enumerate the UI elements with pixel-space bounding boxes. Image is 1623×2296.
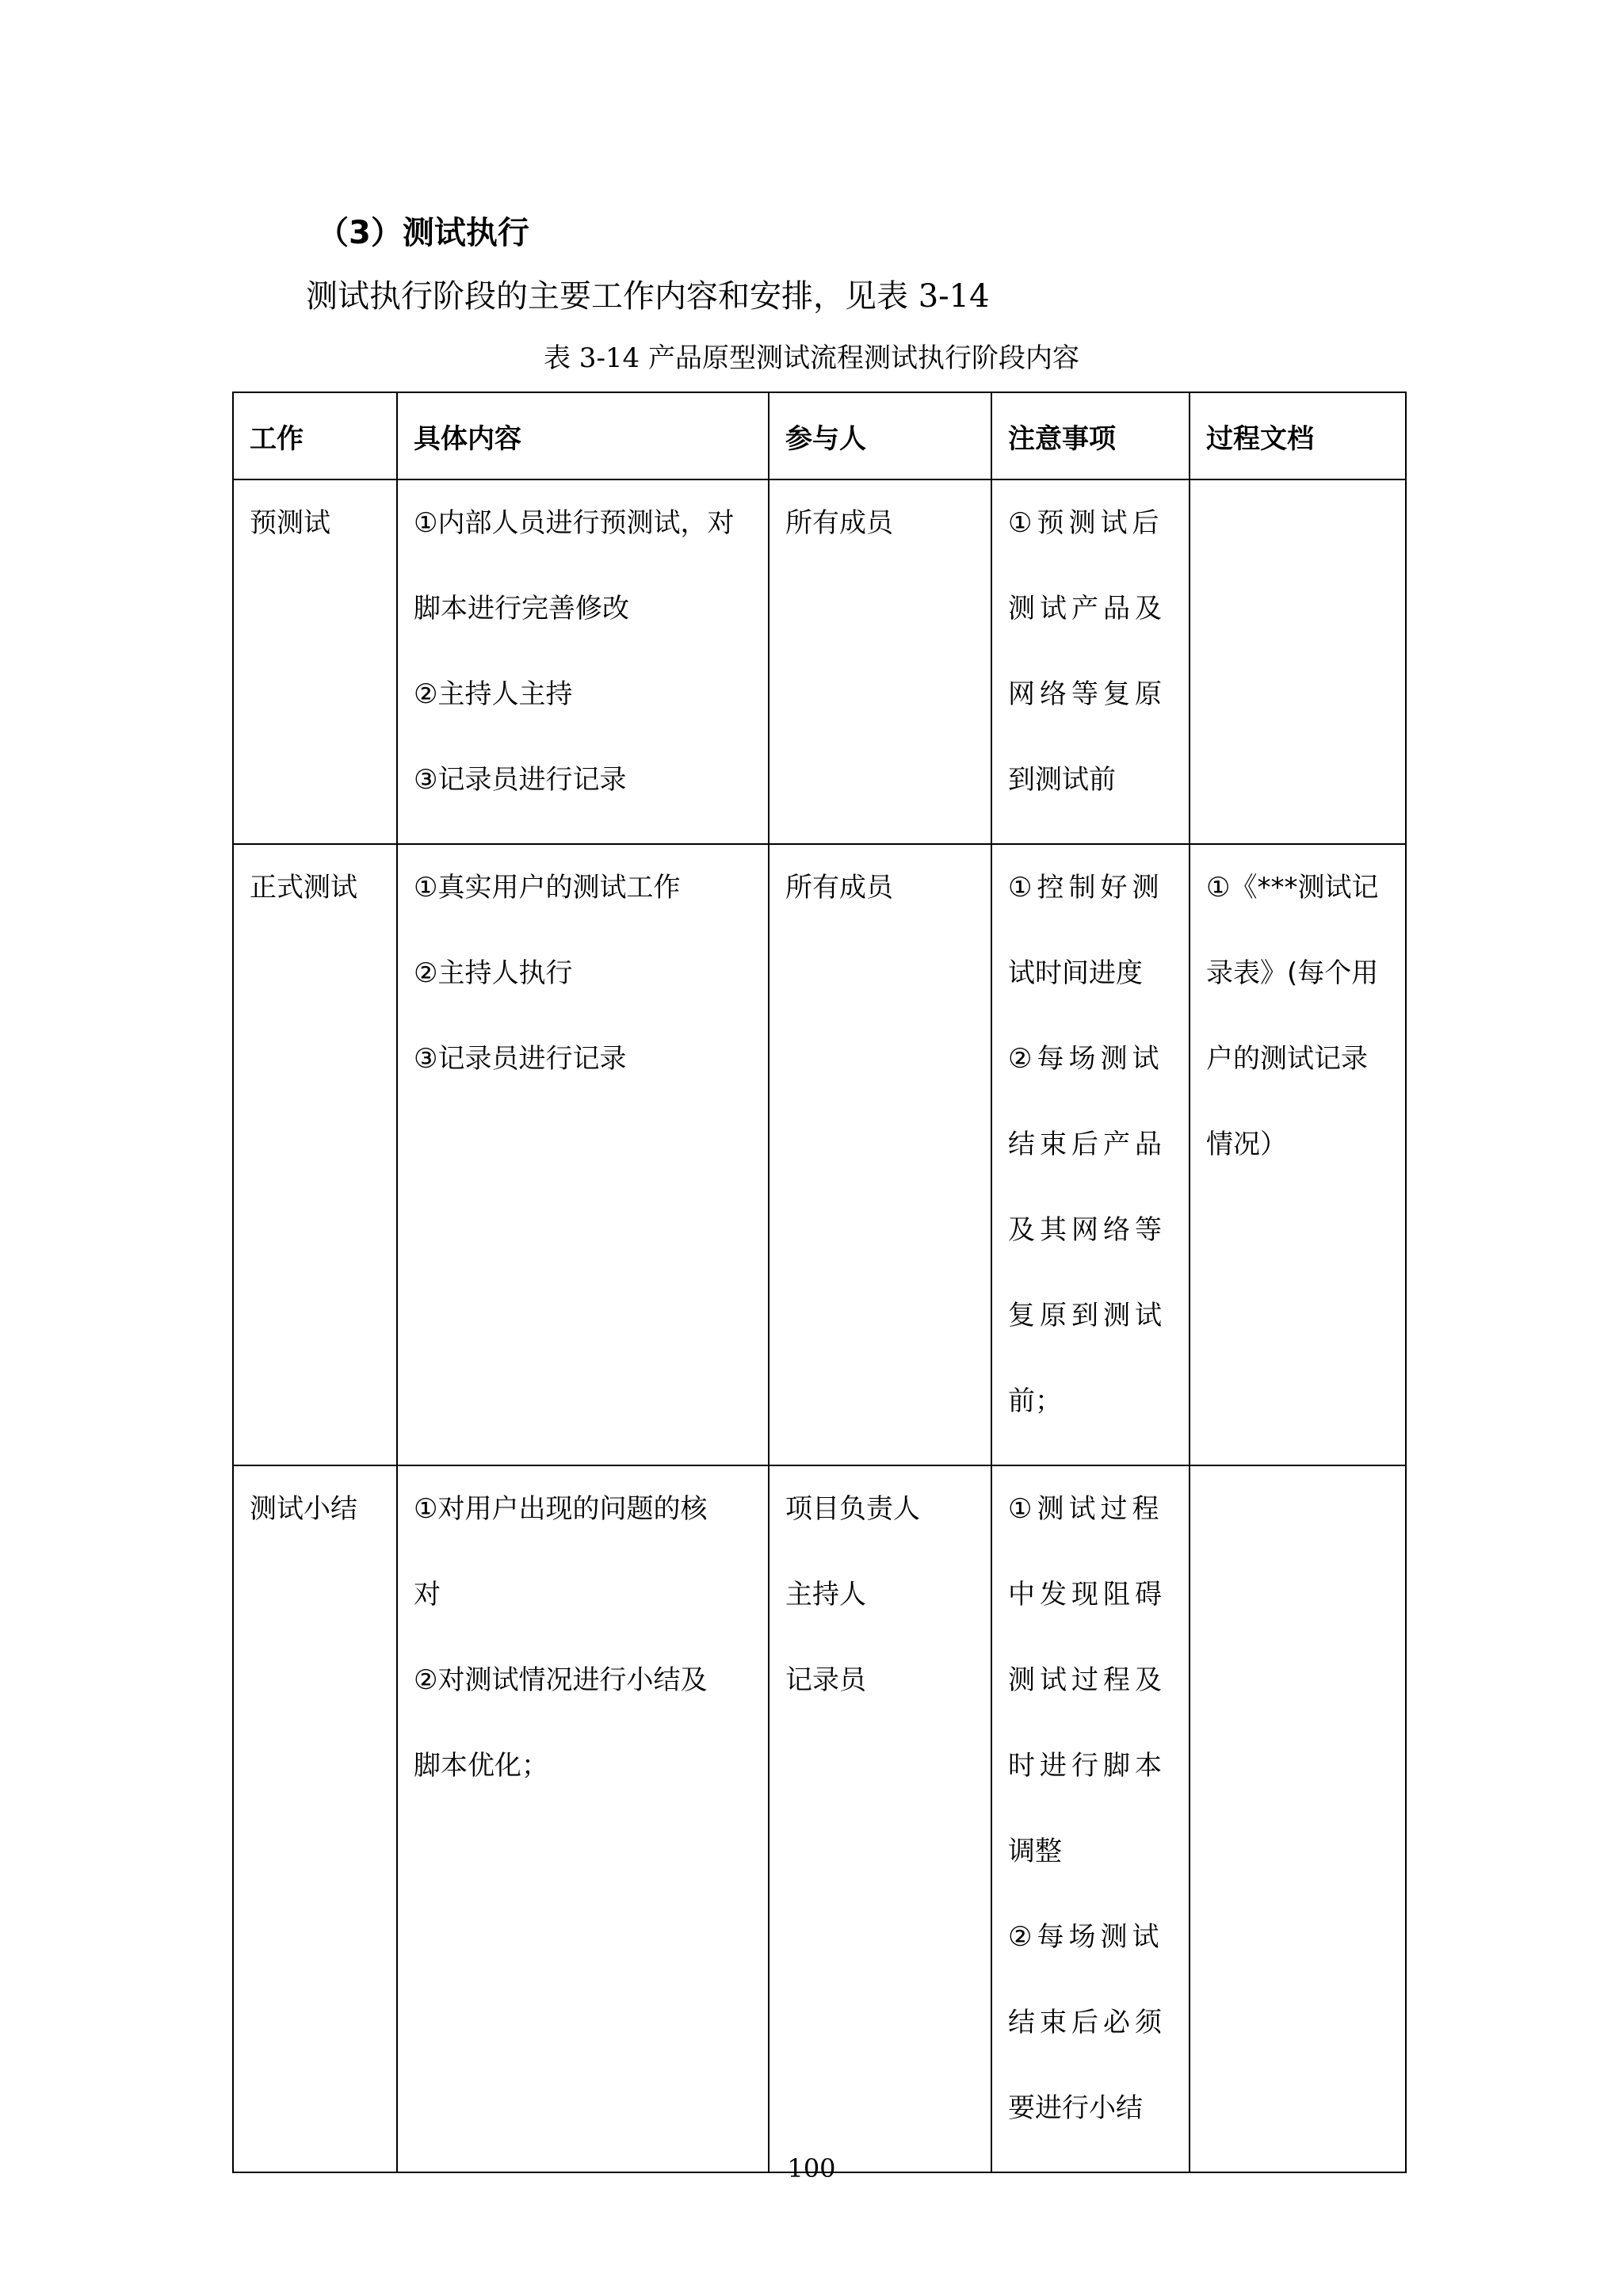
cell-content [397, 479, 769, 844]
cell-line: 所有成员 [785, 507, 893, 539]
header-participants: 参与人 [769, 392, 991, 479]
cell-line: 测试产品及 [1008, 593, 1167, 625]
cell-line: ①控制好测 [1008, 872, 1164, 904]
cell-line: 结束后产品 [1008, 1129, 1167, 1160]
cell-line: 测试小结 [250, 1493, 357, 1525]
cell-participants [769, 479, 991, 844]
cell-line: 情况） [1206, 1129, 1287, 1160]
cell-line: 预测试 [250, 507, 330, 539]
cell-line: 所有成员 [785, 872, 893, 904]
cell-line: 及其网络等 [1008, 1214, 1167, 1246]
test-execution-table [232, 392, 1407, 2173]
cell-line: 复原到测试 [1008, 1300, 1167, 1331]
cell-content [397, 1465, 769, 2172]
cell-line: ②主持人主持 [414, 678, 573, 710]
cell-line: ①测试过程 [1008, 1493, 1164, 1525]
cell-line: 结束后必须 [1008, 2007, 1167, 2038]
cell-line: 要进行小结 [1008, 2092, 1143, 2124]
cell-notes [991, 479, 1190, 844]
cell-line: 项目负责人 [785, 1493, 920, 1525]
cell-line: 网络等复原 [1008, 678, 1167, 710]
table-row [233, 479, 1406, 844]
cell-work [233, 844, 397, 1465]
cell-work [233, 1465, 397, 2172]
cell-line: 到测试前 [1008, 764, 1116, 796]
cell-line: ①对用户出现的问题的核 [414, 1493, 708, 1525]
cell-notes [991, 1465, 1190, 2172]
cell-docs [1190, 1465, 1406, 2172]
page-number: 100 [787, 2153, 836, 2183]
cell-line: 脚本优化； [414, 1750, 548, 1782]
cell-docs [1190, 844, 1406, 1465]
cell-line: ②主持人执行 [414, 957, 573, 989]
cell-line: 调整 [1008, 1836, 1062, 1867]
table-row [233, 844, 1406, 1465]
table-caption: 表 3-14 产品原型测试流程测试执行阶段内容 [544, 342, 1079, 374]
cell-line: 前； [1008, 1385, 1062, 1417]
cell-line: 时进行脚本 [1008, 1750, 1167, 1782]
cell-work [233, 479, 397, 844]
cell-line: 记录员 [785, 1664, 866, 1696]
cell-line: ③记录员进行记录 [414, 764, 627, 796]
intro-paragraph: 测试执行阶段的主要工作内容和安排，见表 3-14 [306, 278, 990, 315]
cell-line: 正式测试 [250, 872, 357, 904]
cell-docs [1190, 479, 1406, 844]
cell-line: 测试过程及 [1008, 1664, 1167, 1696]
cell-line: ②每场测试 [1008, 1043, 1164, 1075]
cell-line: 户的测试记录 [1206, 1043, 1368, 1075]
cell-participants [769, 844, 991, 1465]
cell-line: 脚本进行完善修改 [414, 593, 629, 625]
header-content: 具体内容 [397, 392, 769, 479]
header-docs: 过程文档 [1190, 392, 1406, 479]
cell-line: 录表》(每个用 [1206, 957, 1379, 989]
cell-line: ③记录员进行记录 [414, 1043, 627, 1075]
cell-line: ①《***测试记 [1206, 872, 1379, 904]
header-work: 工作 [233, 392, 397, 479]
cell-line: ①真实用户的测试工作 [414, 872, 681, 904]
cell-content [397, 844, 769, 1465]
cell-line: ①预测试后 [1008, 507, 1164, 539]
cell-line: 试时间进度 [1008, 957, 1143, 989]
cell-line: ①内部人员进行预测试，对 [414, 507, 735, 539]
cell-notes [991, 844, 1190, 1465]
table-header-row [233, 392, 1406, 479]
table-row [233, 1465, 1406, 2172]
cell-line: 对 [414, 1579, 441, 1610]
cell-line: ②对测试情况进行小结及 [414, 1664, 708, 1696]
section-heading: （3）测试执行 [317, 215, 529, 251]
header-notes: 注意事项 [991, 392, 1190, 479]
cell-line: 主持人 [785, 1579, 866, 1610]
cell-participants [769, 1465, 991, 2172]
cell-line: ②每场测试 [1008, 1921, 1164, 1953]
cell-line: 中发现阻碍 [1008, 1579, 1167, 1610]
